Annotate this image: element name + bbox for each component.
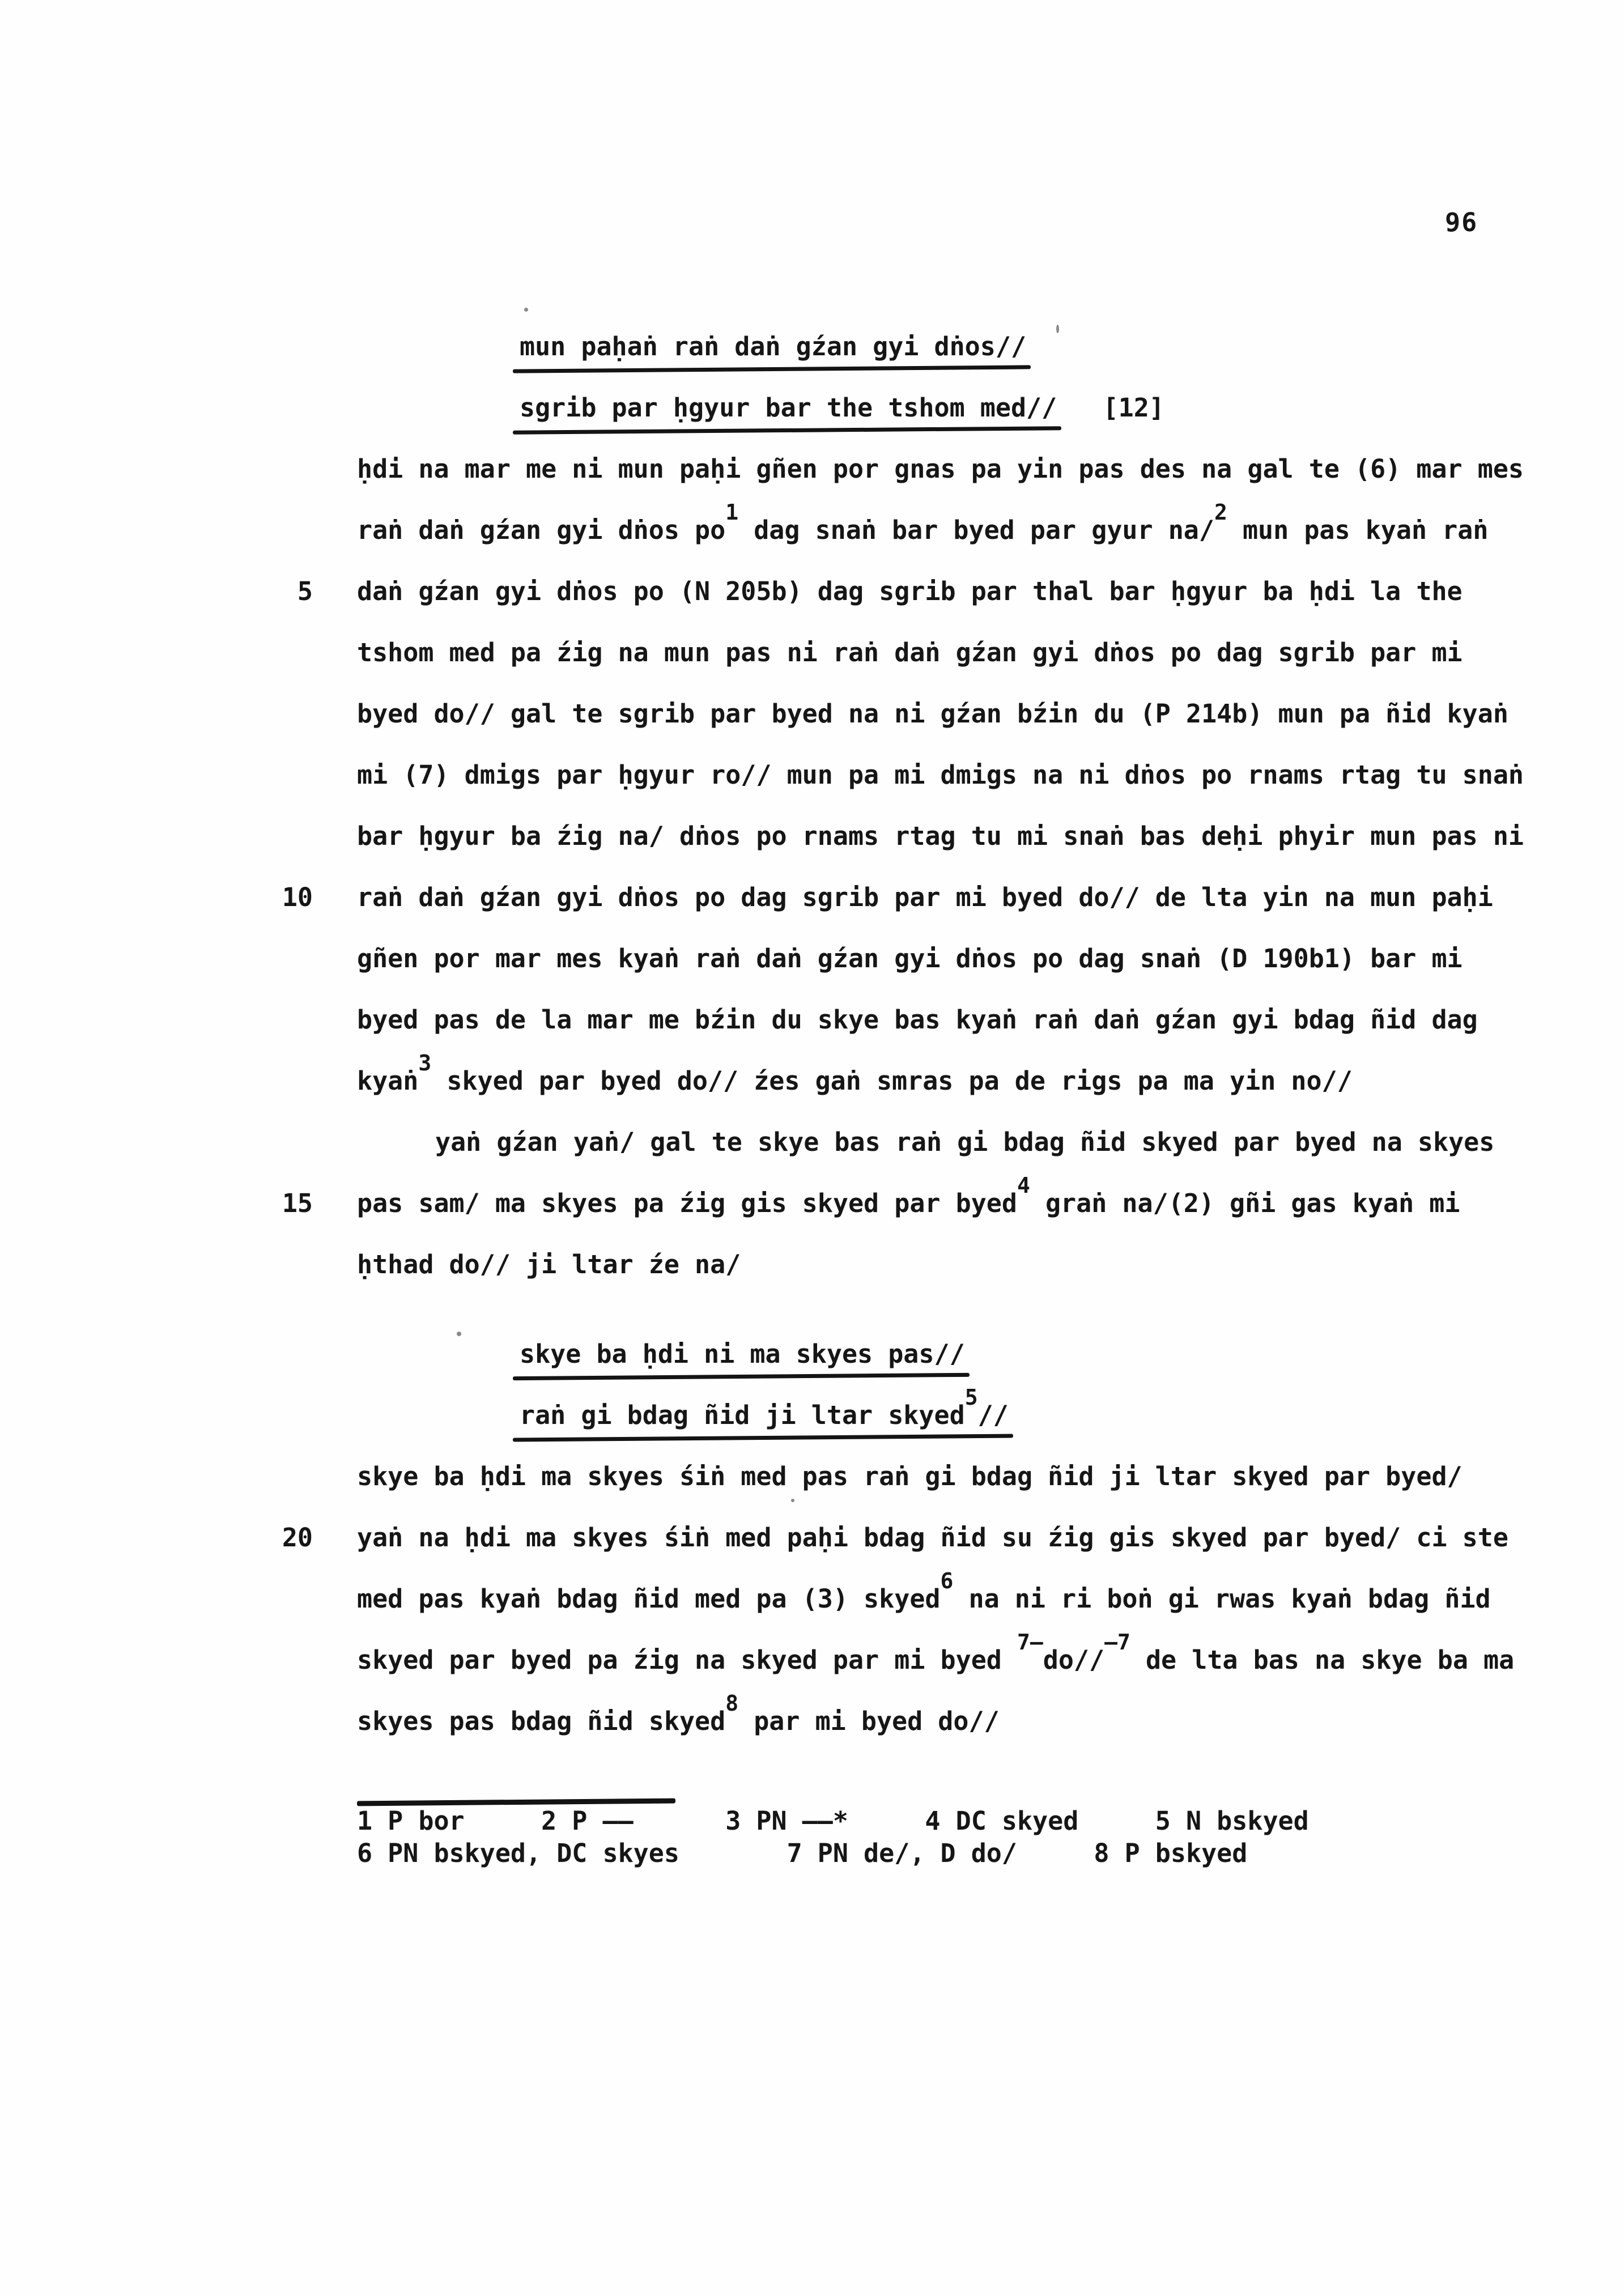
verse-line	[357, 316, 1592, 377]
text-line	[282, 1507, 1592, 1568]
paragraph-block	[282, 1446, 1592, 1752]
footnote-ref: 5	[964, 1384, 978, 1410]
scan-speck	[457, 1332, 461, 1336]
line-text: raṅ daṅ gźan gyi dṅos po dag sgrib par mi byed do// de lta yin na mun paḥi	[357, 882, 1493, 912]
text-line	[357, 1234, 1592, 1295]
text-line	[297, 561, 1592, 622]
line-text: skyed par byed pa źig na skyed par mi byed $^{7-}$do//$^{-7}$ de lta bas na skye ba ma	[357, 1629, 1515, 1675]
text-line	[357, 1630, 1592, 1691]
text-line	[357, 500, 1592, 561]
line-number: 15	[282, 1188, 313, 1218]
scan-speck	[791, 1499, 794, 1502]
line-text: ḥthad do// ji ltar źe na/	[357, 1249, 741, 1279]
verse-line	[357, 1385, 1592, 1446]
text-line	[282, 1172, 1592, 1234]
verse-block	[357, 316, 1592, 439]
underlined-text: sgrib par ḥgyur bar the tshom med//	[520, 377, 1057, 439]
line-text: bar ḥgyur ba źig na/ dṅos po rnams rtag tu mi snaṅ bas deḥi phyir mun pas ni	[357, 821, 1524, 851]
text-line	[357, 683, 1592, 745]
line-text: daṅ gźan gyi dṅos po (N 205b) dag sgrib par thal bar ḥgyur ba ḥdi la the	[357, 576, 1463, 606]
line-text: raṅ daṅ gźan gyi dṅos po$^1$ dag snaṅ bar byed par gyur na/$^2$ mun pas kyaṅ raṅ	[357, 499, 1489, 545]
text-line	[357, 439, 1592, 500]
line-text: skyes pas bdag ñid skyed$^8$ par mi byed do//	[357, 1690, 1000, 1736]
scan-speck	[1056, 325, 1059, 333]
text-line	[357, 622, 1592, 683]
text-line	[357, 1568, 1592, 1630]
line-text: med pas kyaṅ bdag ñid med pa (3) skyed$^6$ na ni ri boṅ gi rwas kyaṅ bdag ñid	[357, 1568, 1491, 1614]
line-number: 20	[282, 1523, 313, 1553]
line-text: yaṅ na ḥdi ma skyes śiṅ med paḥi bdag ñid su źig gis skyed par byed/ ci ste	[357, 1523, 1508, 1553]
verse-block	[357, 1324, 1592, 1446]
text-line	[357, 1446, 1592, 1507]
line-text: kyaṅ$^3$ skyed par byed do// źes gaṅ smras pa de rigs pa ma yin no//	[357, 1050, 1353, 1096]
line-text: byed do// gal te sgrib par byed na ni gźan bźin du (P 214b) mun pa ñid kyaṅ	[357, 699, 1508, 729]
text-line	[357, 1112, 1592, 1173]
underlined-text: mun paḥaṅ raṅ daṅ gźan gyi dṅos//	[520, 316, 1026, 377]
verse-line	[357, 377, 1592, 439]
text-line	[282, 867, 1592, 928]
line-number: 5	[297, 576, 313, 606]
text-line	[357, 1691, 1592, 1752]
verse-line	[357, 1324, 1592, 1385]
line-text: yaṅ gźan yaṅ/ gal te skye bas raṅ gi bdag ñid skyed par byed na skyes	[435, 1127, 1495, 1157]
line-number: 10	[282, 882, 313, 912]
underlined-text: skye ba ḥdi ni ma skyes pas//	[520, 1324, 965, 1385]
footnote-line: 1 P bor 2 P —— 3 PN ——* 4 DC skyed 5 N bskyed	[357, 1806, 1309, 1836]
underlined-text: raṅ gi bdag ñid ji ltar skyed$^5$//	[520, 1385, 1009, 1446]
footnote-line: 6 PN bskyed, DC skyes 7 PN de/, D do/ 8 P bskyed	[357, 1838, 1248, 1868]
line-text: mi (7) dmigs par ḥgyur ro// mun pa mi dmigs na ni dṅos po rnams rtag tu snaṅ	[357, 760, 1524, 790]
line-text: tshom med pa źig na mun pas ni raṅ daṅ gźan gyi dṅos po dag sgrib par mi	[357, 637, 1463, 667]
footnote-ref: 6	[940, 1568, 954, 1593]
text-line	[357, 989, 1592, 1051]
footnote-ref: 7–	[1017, 1629, 1043, 1655]
verse-ref: [12]	[1057, 393, 1164, 423]
footnote-ref: 2	[1214, 499, 1227, 525]
scan-speck	[524, 308, 528, 312]
line-text: gñen por mar mes kyaṅ raṅ daṅ gźan gyi dṅos po dag snaṅ (D 190b1) bar mi	[357, 943, 1463, 973]
footnote-ref: 3	[418, 1050, 432, 1075]
line-text: skye ba ḥdi ma skyes śiṅ med pas raṅ gi bdag ñid ji ltar skyed par byed/	[357, 1461, 1463, 1491]
footnote-ref: 4	[1017, 1172, 1030, 1198]
text-column	[282, 316, 1592, 1869]
footnotes-block	[357, 1800, 1592, 1869]
line-text: ḥdi na mar me ni mun paḥi gñen por gnas pa yin pas des na gal te (6) mar mes	[357, 454, 1524, 484]
page-number: 96	[1445, 207, 1478, 237]
paragraph-block	[282, 439, 1592, 1295]
text-line	[357, 928, 1592, 989]
text-line	[357, 1051, 1592, 1112]
text-line	[357, 745, 1592, 806]
text-line	[357, 806, 1592, 867]
footnote-ref: –7	[1104, 1629, 1130, 1655]
footnote-ref: 1	[725, 499, 739, 525]
line-text: pas sam/ ma skyes pa źig gis skyed par byed$^4$ graṅ na/(2) gñi gas kyaṅ mi	[357, 1172, 1460, 1218]
line-text: byed pas de la mar me bźin du skye bas kyaṅ raṅ daṅ gźan gyi bdag ñid dag	[357, 1005, 1478, 1035]
footnote-ref: 8	[725, 1690, 739, 1716]
